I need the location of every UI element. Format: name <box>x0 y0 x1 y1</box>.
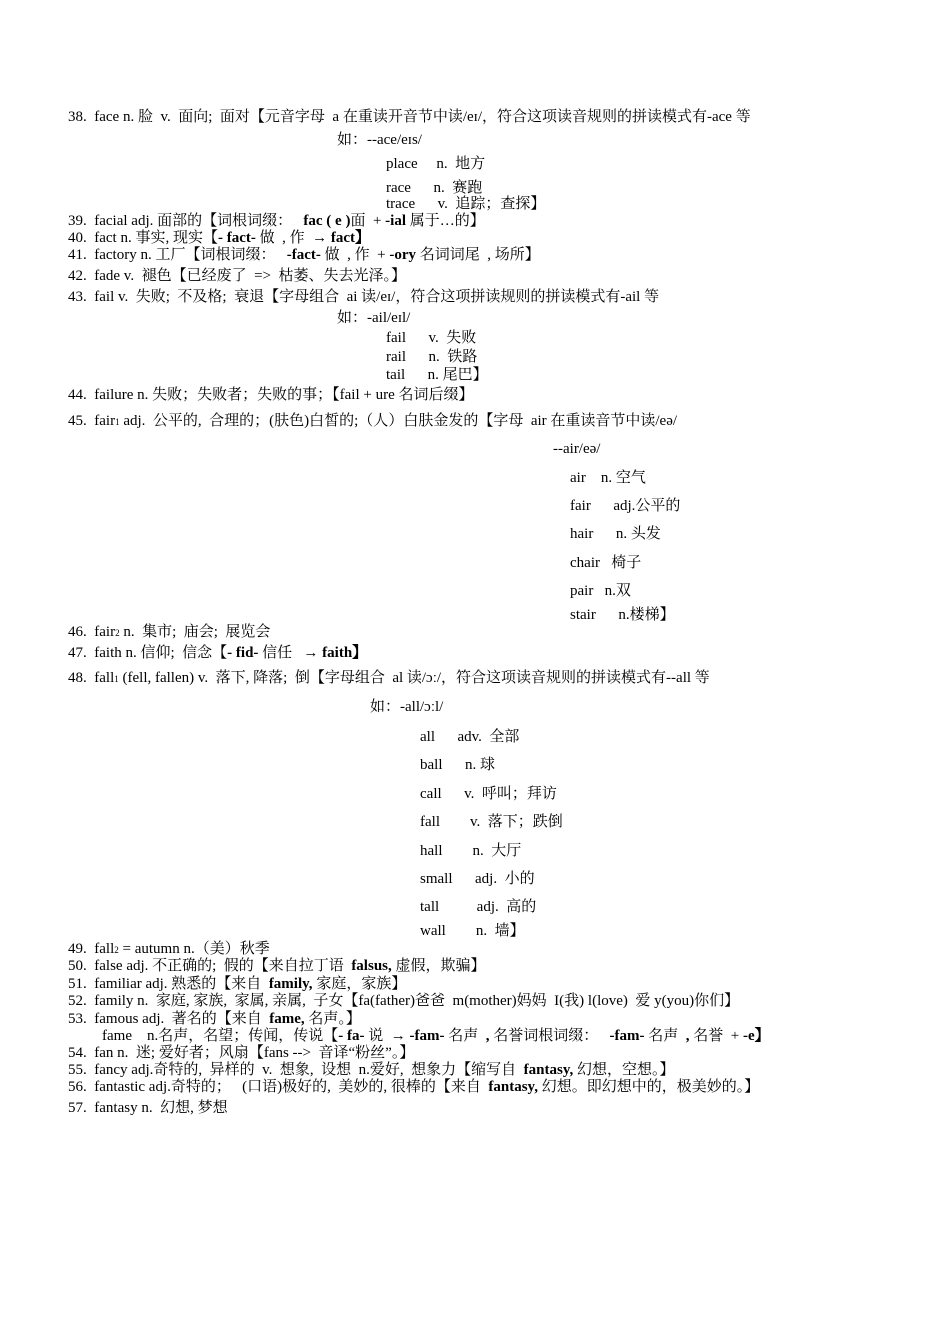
line-text: 39. facial adj. 面部的【词根词缀： <box>68 213 304 229</box>
bold-term: falsus, <box>351 958 392 974</box>
document-line <box>68 412 677 431</box>
line-text: ball n. 球 <box>420 757 495 773</box>
line-text: fail v. 失败 <box>386 330 477 346</box>
line-text: adj. 公平的, 合理的；(肤色)白皙的;（人）白肤金发的【字母 air 在重读音节中读/eə/ <box>119 413 678 429</box>
line-text: n. 集市; 庙会; 展览会 <box>119 624 271 640</box>
bold-term: -ory <box>389 247 416 263</box>
line-text: 56. fantastic adj.奇特的； (口语)极好的, 美妙的, 很棒的【来自 <box>68 1079 489 1095</box>
bold-term: -e】 <box>742 1028 770 1044</box>
bold-term: fact】 <box>330 230 371 246</box>
line-text: 做 , 作 + <box>320 247 390 263</box>
document-line <box>68 108 751 126</box>
line-text: place n. 地方 <box>386 156 486 172</box>
document-line <box>553 440 600 458</box>
document-line <box>102 1027 770 1045</box>
line-text: 属于…的】 <box>406 213 485 229</box>
subscript-index: 1 <box>114 674 119 684</box>
document-line <box>386 195 545 213</box>
line-text: 名誉 + <box>689 1028 743 1044</box>
document-line <box>386 155 485 173</box>
line-text: all adv. 全部 <box>420 729 520 745</box>
line-text: 41. factory n. 工厂【词根词缀： <box>68 247 287 263</box>
line-text: 43. fail v. 失败; 不及格; 衰退【字母组合 ai 读/eɪ/，符合这项拼读规则的拼读模式有-ail 等 <box>68 289 660 305</box>
document-line <box>420 922 525 940</box>
subscript-index: 1 <box>115 417 120 427</box>
line-text: 45. fair <box>68 413 116 429</box>
line-text: hall n. 大厅 <box>420 843 522 859</box>
bold-term: - fid- <box>227 645 259 661</box>
document-line <box>570 554 641 572</box>
line-text: 50. false adj. 不正确的; 假的【来自拉丁语 <box>68 958 352 974</box>
document-line <box>386 348 477 366</box>
document-line <box>386 366 488 384</box>
document-line <box>570 606 675 624</box>
line-text: 53. famous adj. 著名的【来自 <box>68 1011 270 1027</box>
line-text: 名声 <box>444 1028 486 1044</box>
line-text: 虚假，欺骗】 <box>391 958 486 974</box>
bold-term: fame, <box>269 1011 305 1027</box>
bold-term: -fam- <box>409 1028 445 1044</box>
line-text: race n. 赛跑 <box>386 180 483 196</box>
bold-term: fantasy, <box>523 1062 574 1078</box>
bold-term: fantasy, <box>488 1079 538 1095</box>
line-text: 名声 <box>644 1028 686 1044</box>
line-text: 名词词尾 , 场所】 <box>416 247 540 263</box>
document-line <box>337 131 422 149</box>
line-text: 如：-all/ɔːl/ <box>370 699 444 715</box>
line-text: 家庭，家族】 <box>312 976 407 992</box>
bold-term: , <box>685 1028 690 1044</box>
bold-term: -fact- <box>286 247 321 263</box>
line-text: tall adj. 高的 <box>420 899 537 915</box>
line-text: call v. 呼叫；拜访 <box>420 786 557 802</box>
line-text: 名声。】 <box>304 1011 361 1027</box>
line-text: 52. family n. 家庭, 家族, 家属, 亲属, 子女【fa(father)爸爸 m(mother)妈妈 I(我) l(love) 爱 y(you)你们】 <box>68 993 740 1009</box>
document-line <box>68 975 406 993</box>
document-line <box>68 1061 675 1079</box>
line-text: 48. fall <box>68 670 115 686</box>
subscript-index: 2 <box>115 628 120 638</box>
line-text: = autumn n.（美）秋季 <box>118 941 270 957</box>
document-line <box>68 1078 759 1096</box>
line-text: 信任 → <box>258 645 323 661</box>
line-text: 47. faith n. 信仰; 信念【 <box>68 645 228 661</box>
bold-term: -ial <box>385 213 407 229</box>
line-text: 幻想，空想。】 <box>573 1062 675 1078</box>
line-text: 40. fact n. 事实, 现实【 <box>68 230 218 246</box>
bold-term: family, <box>268 976 313 992</box>
document-line <box>68 288 659 306</box>
document-line <box>420 842 521 860</box>
document-line <box>386 329 476 347</box>
line-text: stair n.楼梯】 <box>570 607 675 623</box>
document-line <box>68 669 710 688</box>
document-line <box>68 267 406 285</box>
document-line <box>68 386 474 404</box>
line-text: 55. fancy adj.奇特的, 异样的 v. 想象, 设想 n.爱好, 想象力【缩写自 <box>68 1062 524 1078</box>
document-line <box>68 1099 228 1117</box>
line-text: 如：--ace/eɪs/ <box>337 132 422 148</box>
bold-term: - fa- <box>338 1028 365 1044</box>
document-line <box>570 582 631 600</box>
document-line <box>68 246 540 264</box>
line-text: 如：-ail/eɪl/ <box>337 310 411 326</box>
line-text: 49. fall <box>68 941 115 957</box>
document-line <box>68 212 485 230</box>
line-text: 幻想。即幻想中的，极美妙的。】 <box>537 1079 760 1095</box>
bold-term: -fam- <box>609 1028 645 1044</box>
line-text: 做 , 作 → <box>255 230 331 246</box>
bold-term: - fact- <box>217 230 256 246</box>
document-line <box>68 957 486 975</box>
line-text: pair n.双 <box>570 583 631 599</box>
document-line <box>68 644 367 662</box>
document-line <box>420 785 557 803</box>
subscript-index: 2 <box>114 945 119 955</box>
line-text: 名誉词根词缀： <box>489 1028 610 1044</box>
bold-term: faith】 <box>322 645 368 661</box>
document-line <box>570 525 661 543</box>
document-line <box>68 1044 414 1062</box>
document-line <box>570 497 680 515</box>
line-text: 54. fan n. 迷; 爱好者；风扇【fans --> 音译“粉丝”。】 <box>68 1045 415 1061</box>
line-text: tail n. 尾巴】 <box>386 367 488 383</box>
line-text: 46. fair <box>68 624 116 640</box>
line-text: fall v. 落下；跌倒 <box>420 814 563 830</box>
document-line <box>68 229 370 247</box>
document-line <box>420 728 519 746</box>
line-text: rail n. 铁路 <box>386 349 478 365</box>
line-text: wall n. 墙】 <box>420 923 525 939</box>
bold-term: , <box>485 1028 490 1044</box>
document-line <box>420 813 563 831</box>
line-text: 面 + <box>350 213 386 229</box>
line-text: 说 → <box>364 1028 410 1044</box>
document-line <box>420 756 495 774</box>
bold-term: fac ( e ) <box>303 213 351 229</box>
line-text: hair n. 头发 <box>570 526 661 542</box>
document-line <box>68 623 270 642</box>
line-text: air n. 空气 <box>570 470 646 486</box>
document-line <box>570 469 646 487</box>
line-text: fair adj.公平的 <box>570 498 681 514</box>
line-text: 57. fantasy n. 幻想, 梦想 <box>68 1100 228 1116</box>
line-text: 44. failure n. 失败；失败者；失败的事；【fail + ure 名词后缀】 <box>68 387 474 403</box>
line-text: 51. familiar adj. 熟悉的【来自 <box>68 976 269 992</box>
line-text: --air/eə/ <box>553 441 601 457</box>
line-text: trace v. 追踪；查探】 <box>386 196 546 212</box>
document-line <box>68 1010 361 1028</box>
document-line <box>337 309 410 327</box>
line-text: chair 椅子 <box>570 555 642 571</box>
line-text: 38. face n. 脸 v. 面向; 面对【元音字母 a 在重读开音节中读/eɪ/，符合这项读音规则的拼读模式有-ace 等 <box>68 109 751 125</box>
line-text: 42. fade v. 褪色【已经废了 => 枯萎、失去光泽。】 <box>68 268 407 284</box>
document-line <box>370 698 443 716</box>
document-line <box>68 992 739 1010</box>
line-text: (fell, fallen) v. 落下, 降落; 倒【字母组合 al 读/ɔː/，符合这项读音规则的拼读模式有--all 等 <box>118 670 710 686</box>
line-text: small adj. 小的 <box>420 871 535 887</box>
document-line <box>420 898 536 916</box>
line-text: fame n.名声，名望；传闻，传说【 <box>102 1028 339 1044</box>
document-line <box>420 870 535 888</box>
